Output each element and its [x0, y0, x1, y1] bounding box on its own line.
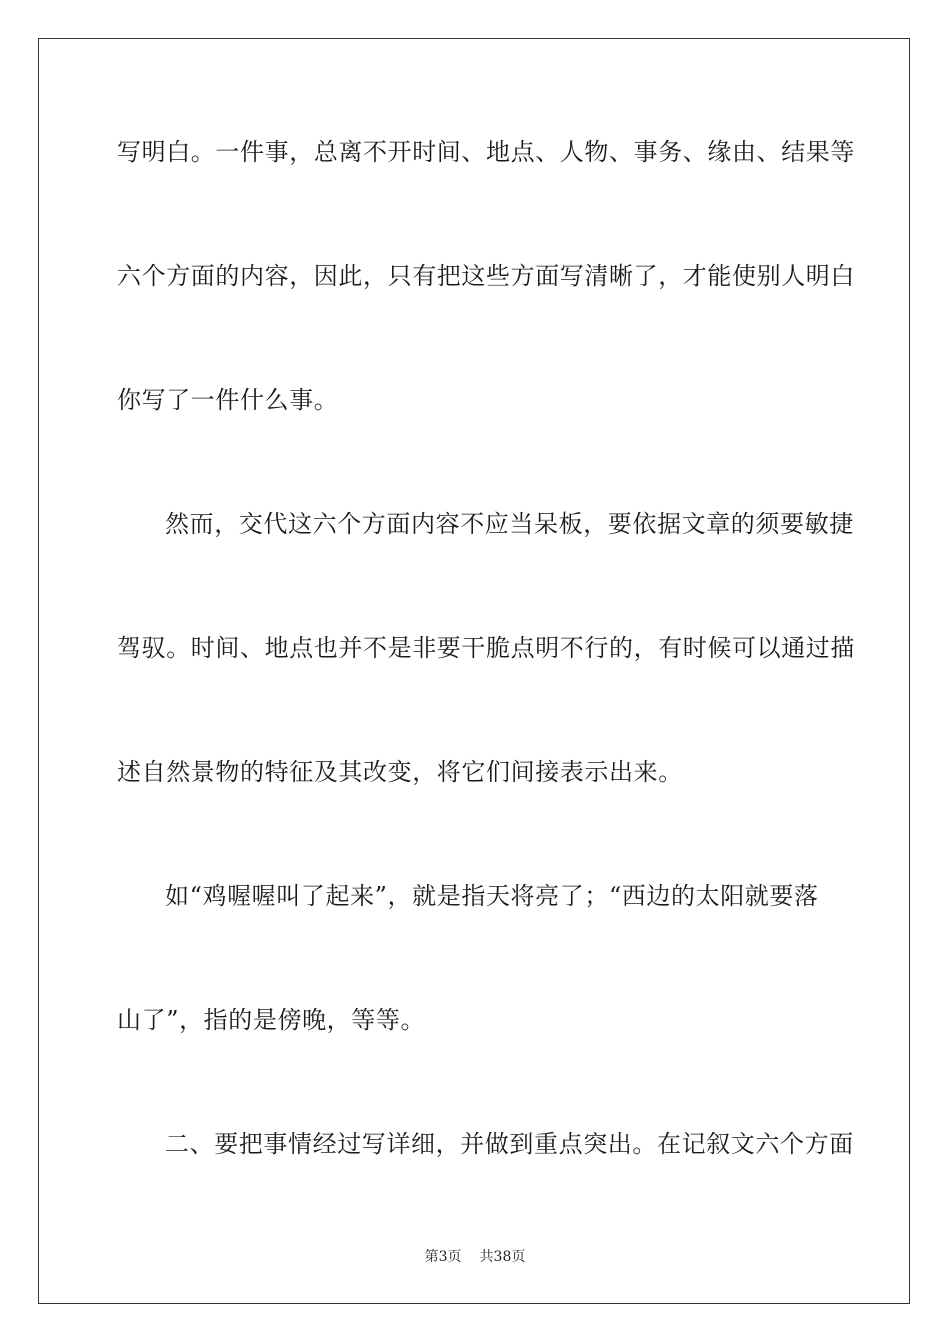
text-line: 六个方面的内容，因此，只有把这些方面写清晰了，才能使别人明白 [117, 262, 855, 290]
text-line: 你写了一件什么事。 [117, 386, 339, 414]
page-border [38, 38, 910, 1304]
page-footer [0, 1248, 950, 1266]
paragraph-first-line: 然而，交代这六个方面内容不应当呆板，要依据文章的须要敏捷 [165, 510, 854, 538]
paragraph-first-line: 如“鸡喔喔叫了起来”，就是指天将亮了；“西边的太阳就要落 [165, 882, 819, 910]
text-line: 山了”，指的是傍晚，等等。 [117, 1006, 426, 1034]
paragraph-first-line: 二、要把事情经过写详细，并做到重点突出。在记叙文六个方面 [165, 1130, 854, 1158]
page-number: 第3页 [424, 1249, 462, 1265]
text-line: 写明白。一件事，总离不开时间、地点、人物、事务、缘由、结果等 [117, 138, 855, 166]
total-pages: 共38页 [479, 1249, 526, 1265]
text-line: 述自然景物的特征及其改变，将它们间接表示出来。 [117, 758, 683, 786]
text-line: 驾驭。时间、地点也并不是非要干脆点明不行的，有时候可以通过描 [117, 634, 855, 662]
